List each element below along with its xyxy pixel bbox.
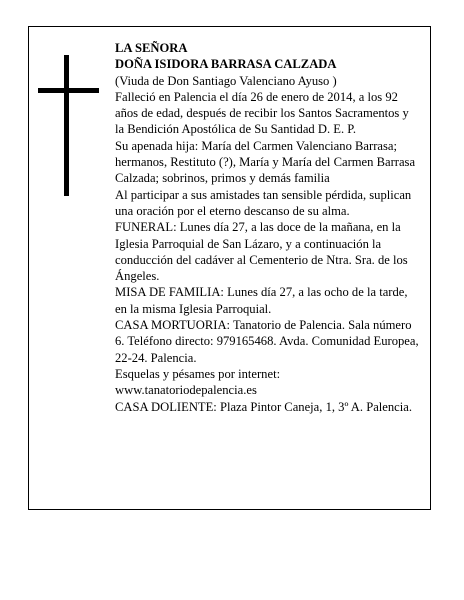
death-announcement: Falleció en Palencia el día 26 de enero de 2014, a los 92 años de edad, después de recibir los Santos Sacramentos y la Bendición Apostólica de Su Santidad D. E. P. [115, 89, 409, 137]
funeral-details: FUNERAL: Lunes día 27, a las doce de la mañana, en la Iglesia Parroquial de San Lázaro, y a continuación la conducción del cadáver al Cementerio de Ntra. Sra. de los Ángeles. [115, 220, 408, 284]
cross-icon [64, 55, 69, 196]
grieving-house-address: CASA DOLIENTE: Plaza Pintor Caneja, 1, 3º A. Palencia. [115, 399, 413, 414]
condolences-website: Esquelas y pésames por internet: www.tanatoriodepalencia.es [115, 366, 281, 398]
prayer-request: Al participar a sus amistades tan sensible pérdida, suplican una oración por el eterno descanso de su alma. [115, 187, 412, 218]
cross-icon-crossbar [38, 88, 99, 93]
mortuary-details: CASA MORTUORIA: Tanatorio de Palencia. Sala número 6. Teléfono directo: 979165468. Avda. Comunidad Europea, 22-24. Palencia. [115, 318, 419, 365]
family-list: Su apenada hija: María del Carmen Valenciano Barrasa; hermanos, Restituto (?), María y María del Carmen Barrasa Calzada; sobrinos, primos y demás familia [115, 138, 416, 186]
heading-line-1: LA SEÑORA [115, 41, 188, 55]
subheading-widow-of: (Viuda de Don Santiago Valenciano Ayuso ) [115, 73, 337, 88]
deceased-name: DOÑA ISIDORA BARRASA CALZADA [115, 57, 337, 72]
obituary-text [115, 40, 420, 415]
family-mass-details: MISA DE FAMILIA: Lunes día 27, a las ocho de la tarde, en la misma Iglesia Parroquial. [115, 285, 408, 316]
